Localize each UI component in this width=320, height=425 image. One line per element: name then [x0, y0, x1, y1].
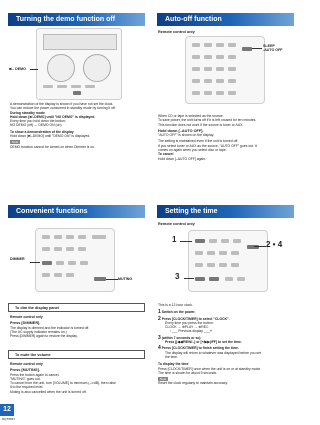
clock-steps: This is a 12-hour clock. 1 Switch on the power. 2 Press [CLOCK/TIMER] to select "CLOCK". Every time you press the button: CLOCK → ⊕PLAY → ⊕REC ↑___ Previous display ___↵ 3 (within 7 seconds or so) Press [|◀◀/REW/–] or [+/▶▶|/FF] to set the time. 4 Press [CLOCK/TIMER] to finish setting the time. The display will return to whatever was displayed before you set the time. To display the time Press [CLOCK/TIMER] once when the unit is on or at standby mode. The time is shown for about 5 seconds. Note Reset the clock regularly to maintain accuracy.: [158, 303, 262, 386]
note-tag: Note: [12, 140, 19, 145]
section-header-convenient: Convenient functions: [8, 205, 145, 218]
section-header-auto-off: Auto-off function: [157, 13, 294, 26]
muting-callout: MUTING: [118, 277, 133, 281]
section-header-demo: Turning the demo function off: [8, 13, 145, 26]
demo-callout: ■/– DEMO: [9, 67, 26, 71]
mute-text: Remote control only Press [MUTING]. Press the button again to cancel. "MUTING" goes out. To cancel from the unit, turn [VOLUME] to minimum (–∞dB), then raise it to the required level. Muting is also cancelled when the unit is turned off.: [10, 362, 116, 394]
remote-image-auto-off: [185, 36, 265, 104]
clock-remote-only: Remote control only: [158, 222, 195, 226]
note-tag: Note: [160, 377, 167, 382]
section-header-clock: Setting the time: [157, 205, 294, 218]
remote-image-convenient: [35, 228, 115, 292]
callout-1: 1: [172, 235, 177, 244]
callout-2-4: 2 • 4: [266, 240, 283, 249]
dim-text: Remote control only Press [DIMMER]. The display is dimmed and the indicator is turned off. (The AC supply indicator remains on.) Press [DIMMER] again to restore the display.: [10, 315, 90, 339]
stereo-unit-image: [36, 28, 122, 100]
auto-off-remote-only: Remote control only: [158, 30, 195, 34]
callout-3: 3: [175, 272, 180, 281]
remote-image-clock: [188, 230, 268, 292]
callout-line: [30, 69, 38, 70]
dim-display-box: To dim the display panel: [8, 303, 145, 312]
demo-intro: A demonstration of the display is shown if you have not set the clock. You can reduce the power consumed in standby mode by turning it off. During standby mode Hold down [■/–DEMO] until "NO DEMO" is displayed. Every time you hold down the button: NO DEMO (off) ↔ DEMO ON (on) To show a demonstration of the display Hold down [■/–DEMO] until "DEMO ON" is displayed. Note DEMO function cannot be turned on when Dimmer is on.: [10, 102, 116, 149]
auto-off-text: When CD or tape is selected as the source: To save power, the unit turns off if it is left unused for ten minutes. This function does not work if the source is tuner or AUX. Hold down [–AUTO OFF]. "AUTO OFF" is shown on the display. The setting is maintained even if the unit is turned off. If you select tuner or AUX as the source, "AUTO OFF" goes out. It comes on again when you select disc or tape. To cancel Hold down [–AUTO OFF] again.: [158, 114, 257, 161]
dimmer-callout: DIMMER: [10, 257, 25, 261]
mute-volume-box: To mute the volume: [8, 350, 145, 359]
page-number: 12: [0, 404, 14, 416]
footer-code: RQT6837: [2, 417, 16, 421]
sleep-auto-off-callout: SLEEP -AUTO OFF: [263, 44, 283, 52]
